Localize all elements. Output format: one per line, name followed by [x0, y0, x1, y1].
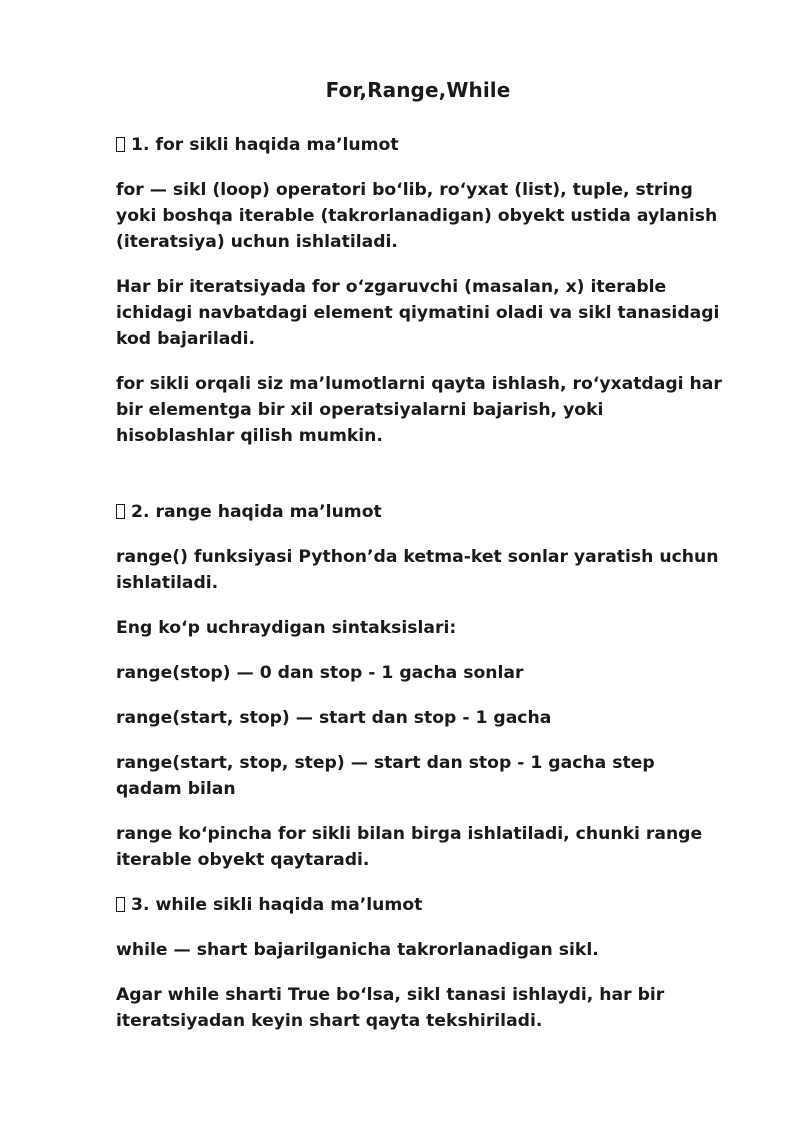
section-heading-text: 1. for sikli haqida ma’lumot: [131, 135, 399, 155]
paragraph: while — shart bajarilganicha takrorlanadigan sikl.: [116, 940, 599, 960]
paragraph: range ko‘pincha for sikli bilan birga ishlatiladi, chunki range iterable obyekt qaytaradi.: [116, 824, 703, 870]
document-body: [116, 132, 726, 1053]
paragraph: Eng ko‘p uchraydigan sintaksislari:: [116, 618, 457, 638]
section-heading-range: [116, 499, 726, 525]
section-heading-text: 3. while sikli haqida ma’lumot: [131, 895, 423, 915]
section-heading-text: 2. range haqida ma’lumot: [131, 502, 382, 522]
paragraph: for — sikl (loop) operatori bo‘lib, ro‘yxat (list), tuple, string yoki boshqa iterable (takrorlanadigan) obyekt ustida aylanish (iteratsiya) uchun ishlatiladi.: [116, 180, 718, 252]
paragraph: Har bir iteratsiyada for o‘zgaruvchi (masalan, x) iterable ichidagi navbatdagi element qiymatini oladi va sikl tanasidagi kod bajariladi.: [116, 277, 720, 349]
section-heading-for: [116, 132, 726, 158]
spacer: [116, 468, 726, 499]
syntax-line: range(stop) — 0 dan stop - 1 gacha sonlar: [116, 663, 524, 683]
syntax-line: range(start, stop) — start dan stop - 1 gacha: [116, 708, 552, 728]
paragraph: range() funksiyasi Python’da ketma-ket sonlar yaratish uchun ishlatiladi.: [116, 547, 719, 593]
paragraph: for sikli orqali siz ma’lumotlarni qayta ishlash, ro‘yxatdagi har bir elementga bir xil operatsiyalarni bajarish, yoki hisoblashlar qilish mumkin.: [116, 374, 722, 446]
syntax-line: range(start, stop, step) — start dan stop - 1 gacha step qadam bilan: [116, 753, 655, 799]
document-title: For,Range,While: [325, 78, 511, 102]
missing-glyph-icon: [116, 137, 125, 152]
missing-glyph-icon: [116, 504, 125, 519]
section-heading-while: [116, 892, 726, 918]
missing-glyph-icon: [116, 897, 125, 912]
paragraph: Agar while sharti True bo‘lsa, sikl tanasi ishlaydi, har bir iteratsiyadan keyin shart qayta tekshiriladi.: [116, 985, 665, 1031]
